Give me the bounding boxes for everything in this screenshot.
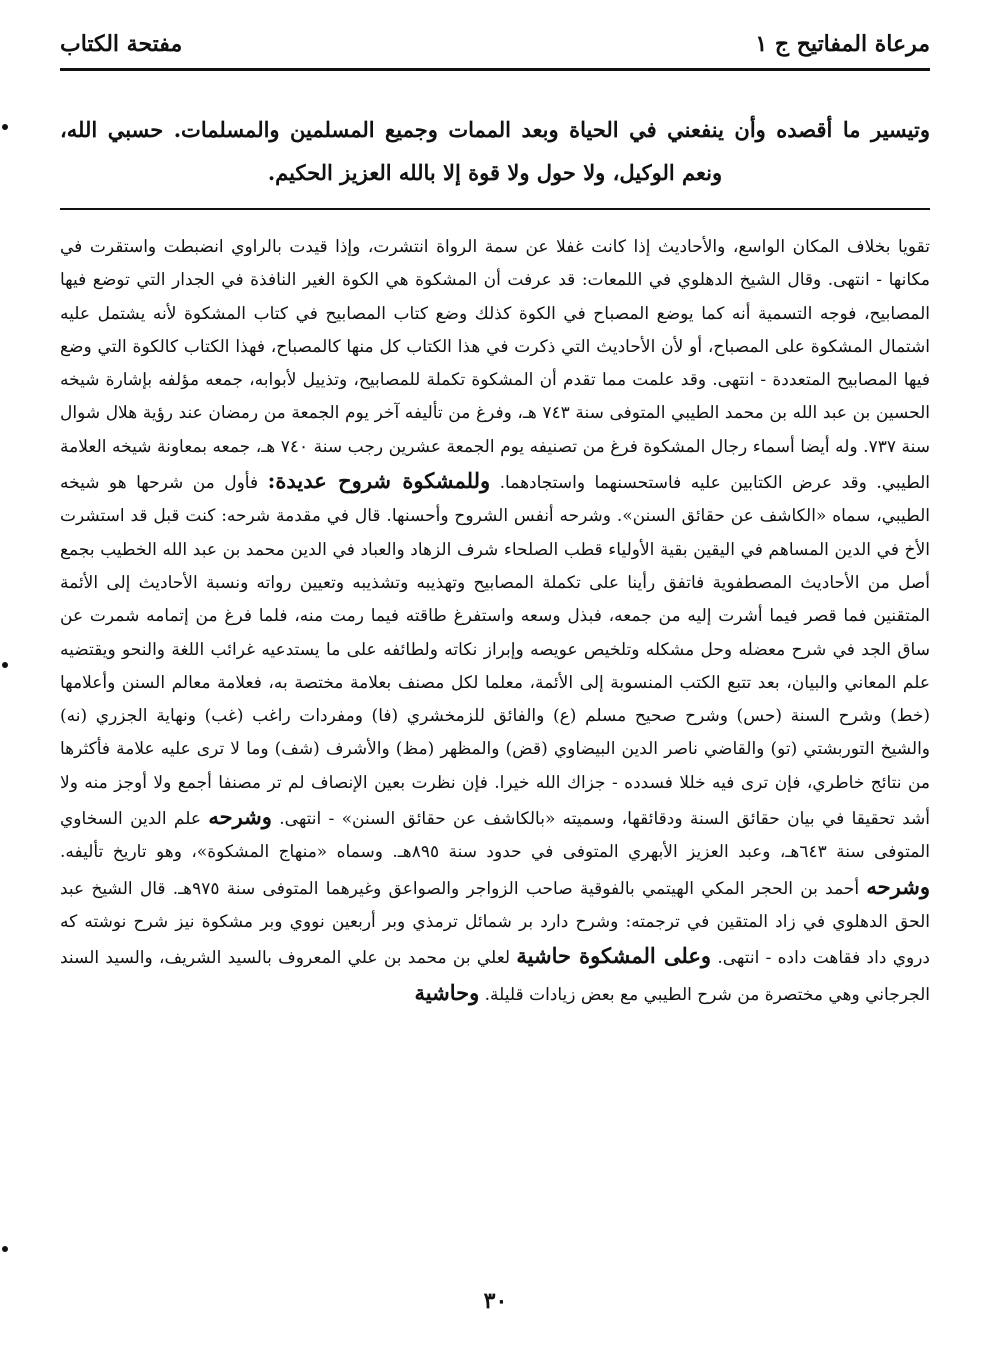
heading-sakhawi: وشرحه [208,804,272,830]
body-paragraph [60,231,930,1012]
section-divider [60,208,930,210]
scan-mark [2,1246,8,1252]
header-section-title: مفتحة الكتاب [60,31,183,57]
heading-hashiya: وعلى المشكوة حاشية [516,943,712,969]
scan-mark [2,124,8,130]
heading-commentaries: وللمشكوة شروح عديدة: [267,468,491,494]
running-header [60,22,930,66]
paragraph-2: فأول من شرحها هو شيخه الطيبي، سماه «الكاشف عن حقائق السنن». وشرحه أنفس الشروح وأحسنها. قال في مقدمة شرحه: كنت قبل قد استشرت الأخ في الدين المساهم في اليقين بقية الأولياء قطب الصلحاء شرف الزهاد والعباد في الدين محمد بن عبد الله الخطيب بجمع أصل من الأحاديث المصطفوية فاتفق رأينا على تكملة المصابيح وتهذيبه وتشذيبه وتعيين رواته ونسبة الأحاديث إلى الأئمة المتقنين فما قصر فيما أشرت إليه من جمعه، فبذل وسعه واستفرغ طاقته فيما رمت منه، فلما فرغ من إتمامه شمرت عن ساق الجد في شرح معضله وحل مشكله وتلخيص عويصه وإبراز نكاته ولطائفه على ما يستدعيه غرائب اللغة والنحو ويقتضيه علم المعاني والبيان، بعد تتبع الكتب المنسوبة إلى الأئمة، معلما لكل مصنف بعلامة مختصة به، فعلامة معالم السنن وأعلامها (خط) وشرح السنة (حس) وشرح صحيح مسلم (ع) والفائق للزمخشري (فا) ومفردات راغب (غب) ونهاية الجزري (نه) والشيخ التوربشتي (تو) والقاضي ناصر الدين البيضاوي (قض) والمظهر (مظ) والأشرف (شف) وما لا ترى عليه علامة فأكثرها من نتائج خاطري، فإن ترى فيه خللا فسدده - جزاك الله خيرا. فإن نظرت بعين الإنصاف لم تر مصنفا أجمع ولا أوجز منه ولا أشد تحقيقا في بيان حقائق السنة ودقائقها، وسميته «بالكاشف عن حقائق السنن» - انتهى. [60,473,931,830]
paragraph-4: أحمد بن الحجر المكي الهيتمي بالفوقية صاحب الزواجر والصواعق وغيرهما المتوفى سنة ٩٧٥هـ. قال الشيخ عبد الحق الدهلوي في زاد المتقين في ترجمته: وشرح دارد بر شمائل ترمذي وبر أربعين نووي وبر مشكوة نيز شرح نوشته كه دروي داد فقاهت داده - انتهى. [60,878,931,969]
page-number: ٣٠ [483,1288,508,1314]
header-book-title: مرعاة المفاتيح ج ١ [755,31,930,57]
intro-paragraph: وتيسير ما أقصده وأن ينفعني في الحياة وبعد الممات وجميع المسلمين والمسلمات. حسبي الله، ونعم الوكيل، ولا حول ولا قوة إلا بالله العزيز الحكيم. [60,117,930,185]
main-text [60,231,930,1012]
header-rule [60,68,930,71]
paragraph-1: تقويا بخلاف المكان الواسع، والأحاديث إذا كانت غفلا عن سمة الرواة انتشرت، وإذا قيدت بالراوي انضبطت واستقرت في مكانها - انتهى. وقال الشيخ الدهلوي في اللمعات: قد عرفت أن المشكوة هي الكوة الغير النافذة في الجدار التي توضع فيها المصابيح، فوجه التسمية أنه كما يوضع المصباح في الكوة كذلك وضع كتاب المصابيح في كتاب المشكوة لأنه يشتمل عليه اشتمال المشكوة على المصباح، أو لأن الأحاديث التي ذكرت في هذا الكتاب كل منها كالمصباح، فهذا الكتاب كالكوة التي وضع فيها المصابيح المتعددة - انتهى. وقد علمت مما تقدم أن المشكوة تكملة للمصابيح، وتذييل لأبوابه، جمعه مؤلفه بإشارة شيخه الحسين بن عبد الله بن محمد الطيبي المتوفى سنة ٧٤٣ هـ، وفرغ من تأليفه آخر يوم الجمعة من رمضان عند رؤية هلال شوال سنة ٧٣٧. وله أيضا أسماء رجال المشكوة فرغ من تصنيفه يوم الجمعة عشرين رجب سنة ٧٤٠ هـ، جمعه بمعاونة شيخه العلامة الطيبي. وقد عرض الكتابين عليه فاستحسنهما واستجادهما. [60,237,931,494]
heading-hashiya-2: وحاشية [414,979,480,1005]
paragraph-5: لعلي بن محمد بن علي المعروف بالسيد الشريف، والسيد السند الجرجاني وهي مختصرة من شرح الطيبي مع بعض زيادات قليلة. [60,948,930,1005]
heading-haytami: وشرحه [866,873,930,899]
paragraph-3: علم الدين السخاوي المتوفى سنة ٦٤٣هـ، وعبد العزيز الأبهري المتوفى في حدود سنة ٨٩٥هـ. وسماه «منهاج المشكوة»، وهو تاريخ تأليفه. [60,809,930,863]
scan-mark [2,662,8,668]
